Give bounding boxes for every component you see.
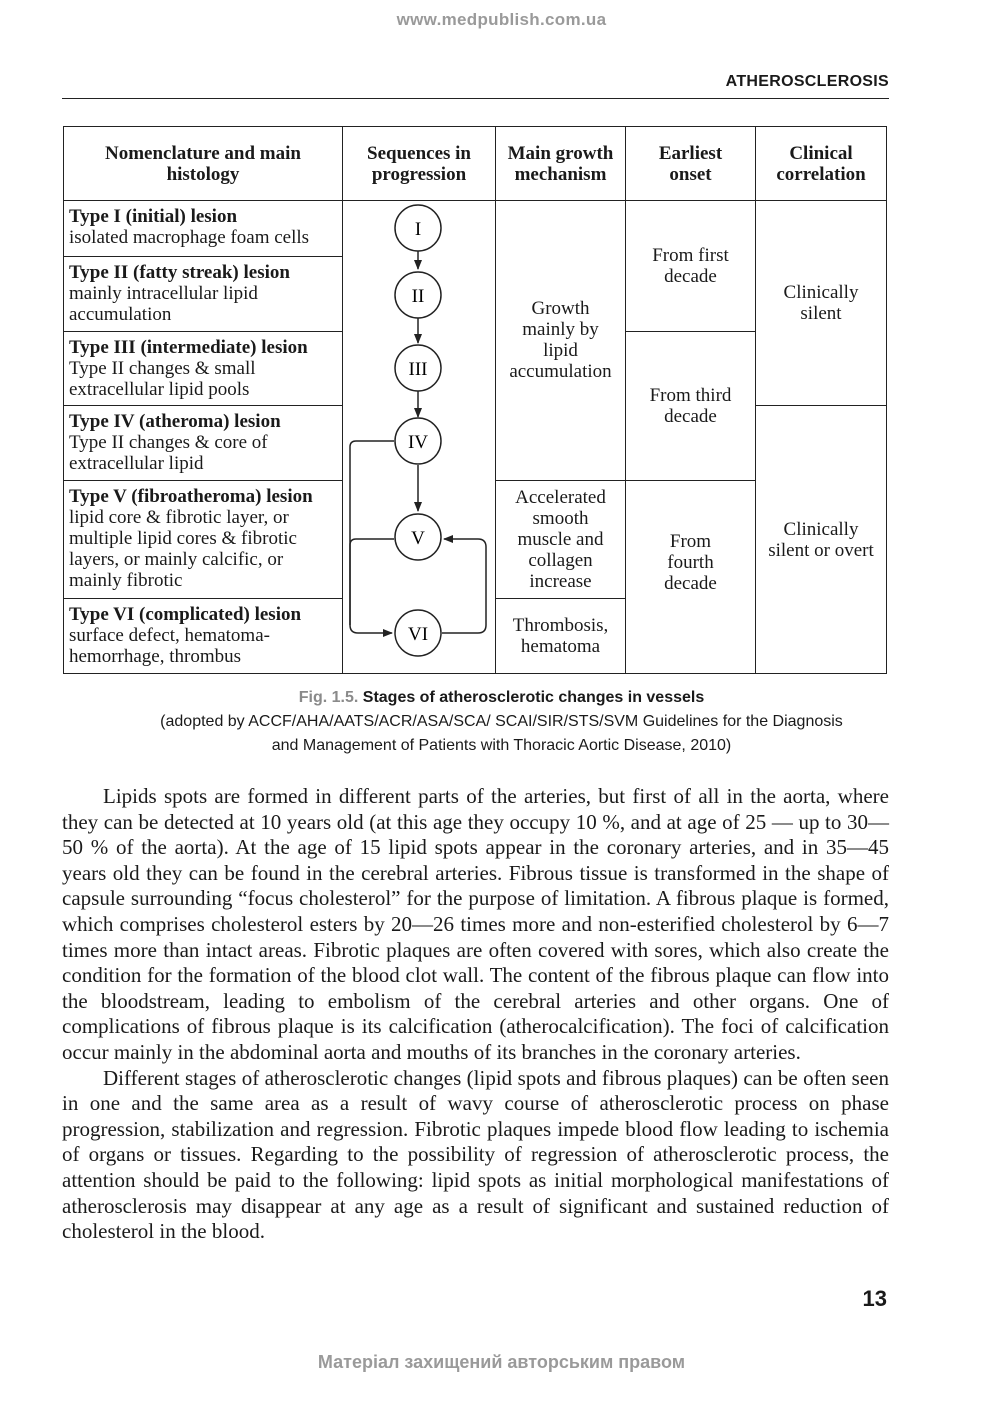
lesion-title: Type V (fibroatheroma) lesion — [69, 485, 313, 507]
copyright-notice: Матеріал захищений авторським правом — [317, 1352, 686, 1372]
caption-title-line — [0, 686, 1003, 710]
svg-text:V: V — [411, 528, 425, 549]
svg-text:III: III — [408, 359, 428, 380]
running-head: ATHEROSCLEROSIS — [725, 73, 889, 90]
clinical-text: Clinically silent or overt — [768, 518, 874, 561]
lesion-title: Type II (fatty streak) lesion — [69, 262, 290, 284]
col-header-clinical: Clinical correlation — [756, 127, 887, 201]
arrow-vi-to-v — [442, 539, 486, 633]
clinical-cell-silent — [756, 201, 887, 406]
col-header-onset: Earliest onset — [626, 127, 756, 201]
col-header-growth: Main growth mechanism — [496, 127, 626, 201]
lesion-cell-type-5 — [64, 480, 343, 598]
onset-text: From third decade — [649, 384, 732, 427]
growth-text: Accelerated smooth muscle and collagen increase — [515, 486, 606, 592]
lesion-title: Type VI (complicated) lesion — [69, 603, 302, 625]
arrow-iv-to-vi — [350, 441, 394, 633]
svg-text:II: II — [411, 286, 425, 307]
lesion-desc: isolated macrophage foam cells — [69, 227, 310, 249]
node-i — [395, 205, 441, 251]
node-iii — [395, 345, 441, 391]
lesion-cell-type-2 — [64, 257, 343, 332]
growth-text: Growth mainly by lipid accumulation — [509, 298, 612, 383]
site-url: www.medpublish.com.ua — [396, 10, 607, 29]
onset-cell-fourth — [626, 480, 756, 673]
onset-cell-third — [626, 332, 756, 480]
clinical-text: Clinically silent — [783, 282, 859, 325]
node-ii — [395, 272, 441, 318]
header-rule — [62, 98, 889, 99]
figure-label: Fig. 1.5. — [298, 689, 359, 706]
table-header-row — [64, 127, 887, 201]
growth-cell-smooth-muscle — [496, 480, 626, 598]
growth-cell-lipid — [496, 201, 626, 480]
page-number: 13 — [862, 1286, 887, 1311]
col-header-nomenclature: Nomenclature and main histology — [64, 127, 343, 201]
lesion-cell-type-3 — [64, 332, 343, 406]
col-header-sequence: Sequences in progression — [343, 127, 496, 201]
figure-title: Stages of atherosclerotic changes in vessels — [362, 689, 705, 706]
caption-source-line-1: (adopted by ACCF/AHA/AATS/ACR/ASA/SCA/ SCAI/SIR/STS/SVM Guidelines for the Diagnosis — [160, 713, 843, 730]
lesion-cell-type-4 — [64, 406, 343, 480]
lesion-desc: Type II changes & core of extracellular lipid — [69, 432, 268, 475]
growth-text: Thrombosis, hematoma — [512, 614, 609, 657]
node-iv — [395, 418, 441, 464]
arrow-v-to-vi — [350, 539, 394, 625]
lesion-title: Type IV (atheroma) lesion — [69, 411, 281, 433]
clinical-cell-silent-or-overt — [756, 406, 887, 674]
node-vi — [395, 610, 441, 656]
svg-text:I: I — [414, 219, 422, 240]
svg-text:VI: VI — [407, 624, 429, 645]
paragraph: Different stages of atherosclerotic changes (lipid spots and fibrous plaques) can be often seen in one and the same area as a result of wavy course of atherosclerotic process on phase progression, stabilization and regression. Fibrotic plaques impede blood flow leading to ischemia of organs or tissues. Regarding to the possibility of regression of atherosclerotic process, the attention should be paid to the following: lipid spots as initial morphological manifestations of atherosclerosis may disappear at any age as a result of significant and sustained reduction of cholesterol in the blood. — [62, 1065, 889, 1244]
lesion-title: Type III (intermediate) lesion — [69, 337, 308, 359]
svg-text:IV: IV — [407, 432, 429, 453]
onset-text: From fourth decade — [664, 531, 717, 595]
lesion-desc: lipid core & fibrotic layer, or multiple lipid cores & fibrotic layers, or mainly calcific, or mainly fibrotic — [69, 506, 297, 591]
onset-text: From first decade — [652, 245, 729, 288]
paragraph: Lipids spots are formed in different parts of the arteries, but first of all in the aorta, where they can be detected at 10 years old (at this age they occupy 10 %, and at age of 25 — up to 30—50 % of the aorta). At the age of 15 lipid spots appear in the coronary arteries, and in 35—45 years old they can be found in the cerebral arteries. Fibrous tissue is transformed in the shape of capsule surrounding “focus cholesterol” for the purpose of limitation. A fibrous plaque is formed, which comprises cholesterol esters by 20—26 times more and non-esterified cholesterol by 6—7 times more than intact areas. Fibrotic plaques are often covered with sores, which also create the condition for the formation of the blood clot wall. The content of the fibrous plaque can flow into the bloodstream, leading to embolism of the cerebral arteries and other organs. One of complications of fibrous plaque is its calcification (atherocalcification). The foci of calcification occur mainly in the abdominal aorta and mouths of its branches in the coronary arteries. — [62, 784, 889, 1064]
lesion-cell-type-1 — [64, 201, 343, 257]
lesion-title: Type I (initial) lesion — [69, 206, 238, 228]
node-v — [395, 514, 441, 560]
lesion-desc: Type II changes & small extracellular lipid pools — [69, 358, 256, 401]
figure-caption — [0, 686, 1003, 758]
figure-atherosclerosis-stages — [63, 126, 886, 674]
caption-source-line-2: and Management of Patients with Thoracic Aortic Disease, 2010) — [271, 737, 732, 754]
lesion-cell-type-6 — [64, 598, 343, 673]
progression-diagram — [342, 200, 495, 674]
onset-cell-first — [626, 201, 756, 332]
lesion-desc: surface defect, hematoma-hemorrhage, thrombus — [69, 624, 270, 667]
body-text — [62, 784, 889, 1245]
lesion-desc: mainly intracellular lipid accumulation — [69, 283, 258, 326]
growth-cell-thrombosis — [496, 598, 626, 673]
